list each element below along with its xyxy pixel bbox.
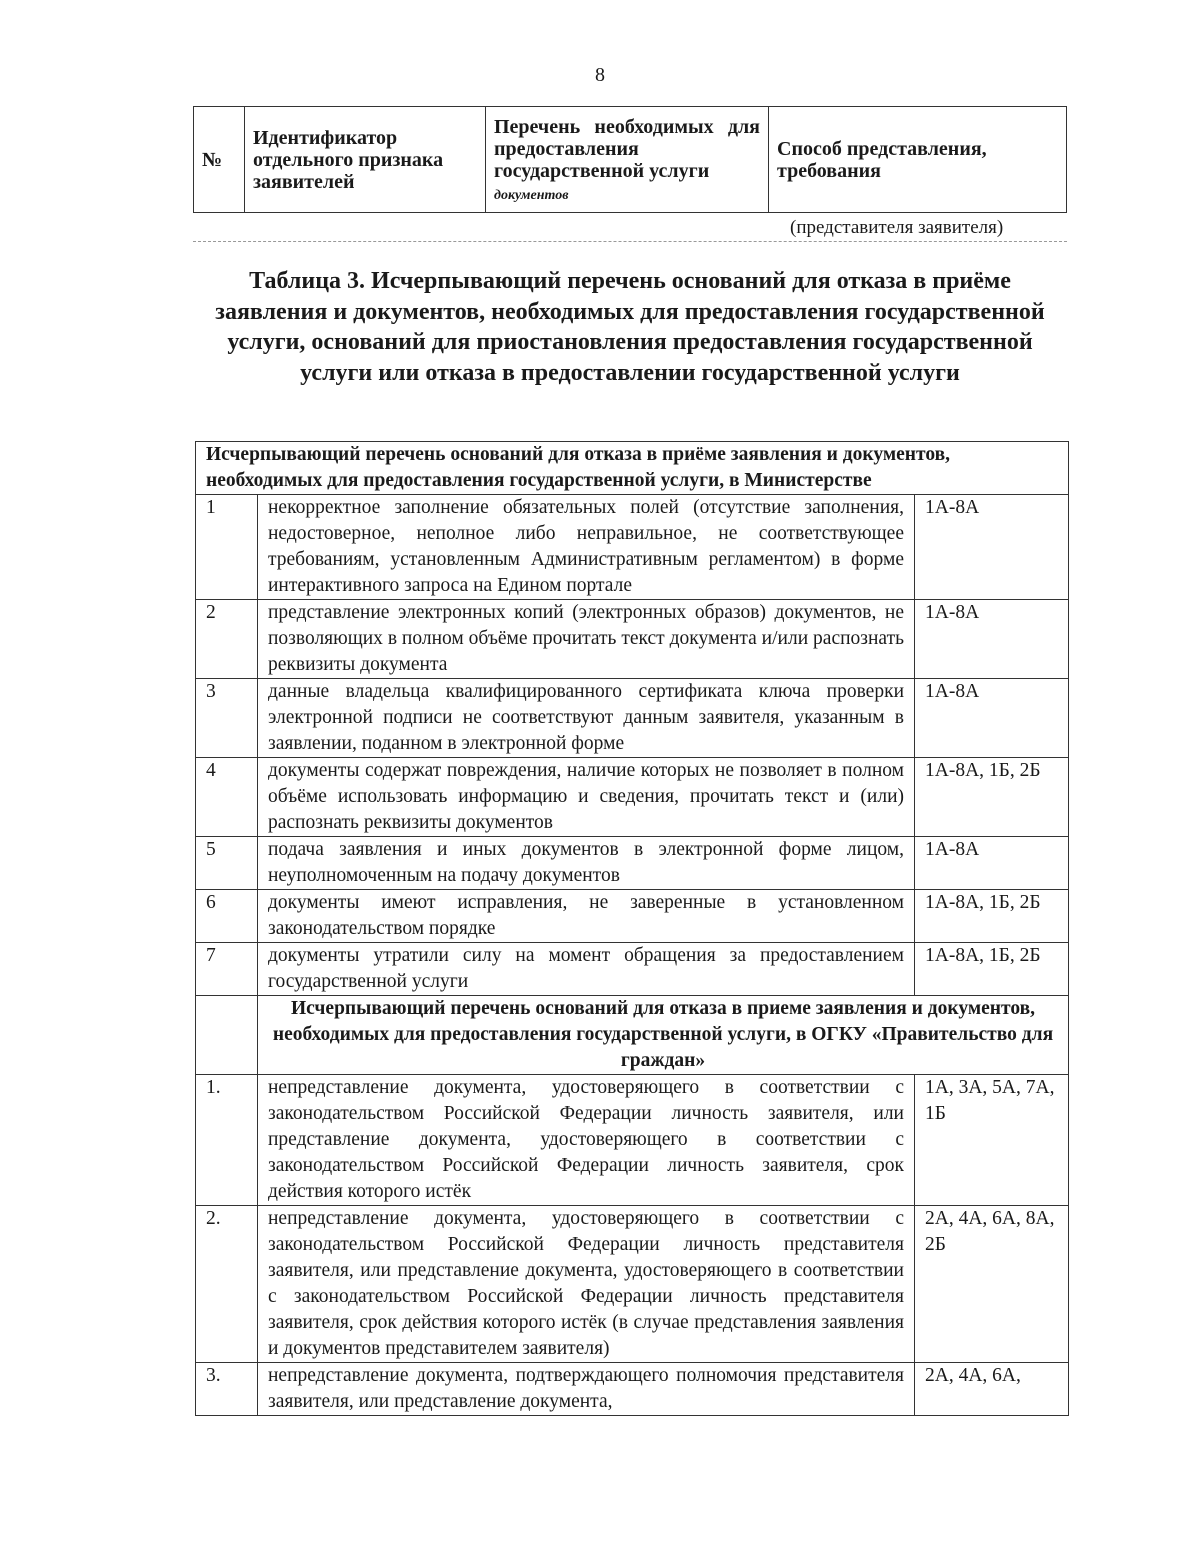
table-row (196, 600, 1069, 679)
row-codes: 1А-8А (915, 600, 1069, 679)
table-row (196, 1075, 1069, 1206)
row-number: 5 (196, 837, 258, 890)
header-col-documents (486, 107, 769, 213)
row-codes: 1А-8А, 1Б, 2Б (915, 758, 1069, 837)
row-number: 2. (196, 1206, 258, 1363)
row-number: 7 (196, 943, 258, 996)
section2-header: Исчерпывающий перечень оснований для отказа в приеме заявления и документов, необходимых для предоставления государственной услуги, в ОГКУ «Правительство для граждан» (258, 996, 1069, 1075)
table-row (196, 495, 1069, 600)
row-text: данные владельца квалифицированного сертификата ключа проверки электронной подписи не соответствуют данным заявителя, указанным в заявлении, поданном в электронной форме (258, 679, 915, 758)
row-text: некорректное заполнение обязательных полей (отсутствие заполнения, недостоверное, неполное либо неправильное, не соответствующее требованиям, установленным Административным регламентом) в форме интерактивного запроса на Едином портале (258, 495, 915, 600)
header-col-number: № (194, 107, 245, 213)
row-number: 1 (196, 495, 258, 600)
representative-note: (представителя заявителя) (790, 217, 1004, 238)
table-row (196, 679, 1069, 758)
row-text: непредставление документа, удостоверяющего в соответствии с законодательством Российской Федерации личность представителя заявителя, или представление документа, удостоверяющего в соответствии с законодательством Российской Федерации личность представителя заявителя, срок действия которого истёк (в случае представления заявления и документов представителем заявителя) (258, 1206, 915, 1363)
row-number: 3 (196, 679, 258, 758)
header-col-documents-main: Перечень необходимых для предоставления государственной услуги (494, 115, 760, 182)
table-row (196, 890, 1069, 943)
row-text: непредставление документа, подтверждающего полномочия представителя заявителя, или представление документа, (258, 1363, 915, 1416)
row-codes: 1А-8А (915, 837, 1069, 890)
section-header-row (196, 996, 1069, 1075)
table-row (196, 837, 1069, 890)
row-number: 6 (196, 890, 258, 943)
row-codes: 2А, 4А, 6А, (915, 1363, 1069, 1416)
header-col-method: Способ представления, требования (769, 107, 1067, 213)
table-title: Таблица 3. Исчерпывающий перечень оснований для отказа в приёме заявления и документов, необходимых для предоставления государственной услуги, оснований для приостановления предоставления государственной услуги или отказа в предоставлении государственной услуги (215, 268, 1045, 386)
row-number: 2 (196, 600, 258, 679)
row-codes: 1А, 3А, 5А, 7А, 1Б (915, 1075, 1069, 1206)
table-row (196, 1363, 1069, 1416)
header-table (193, 106, 1067, 213)
table-row (196, 943, 1069, 996)
row-codes: 1А-8А (915, 495, 1069, 600)
row-number: 4 (196, 758, 258, 837)
row-number: 3. (196, 1363, 258, 1416)
row-text: документы содержат повреждения, наличие которых не позволяет в полном объёме использовать информацию и сведения, прочитать текст и (или) распознать реквизиты документов (258, 758, 915, 837)
row-codes: 1А-8А, 1Б, 2Б (915, 890, 1069, 943)
header-col-identifier: Идентификатор отдельного признака заявителей (245, 107, 486, 213)
page-number: 8 (595, 64, 605, 86)
page-break-divider (193, 241, 1067, 242)
row-codes: 2А, 4А, 6А, 8А, 2Б (915, 1206, 1069, 1363)
table-row (196, 758, 1069, 837)
refusal-grounds-table (195, 441, 1069, 1416)
row-text: документы имеют исправления, не заверенные в установленном законодательством порядке (258, 890, 915, 943)
section2-header-spacer (196, 996, 258, 1075)
row-codes: 1А-8А (915, 679, 1069, 758)
row-text: документы утратили силу на момент обращения за предоставлением государственной услуги (258, 943, 915, 996)
row-text: непредставление документа, удостоверяющего в соответствии с законодательством Российской Федерации личность заявителя, или представление документа, удостоверяющего в соответствии с законодательством Российской Федерации личность заявителя, срок действия которого истёк (258, 1075, 915, 1206)
table-row (196, 1206, 1069, 1363)
header-col-documents-small: документов (494, 187, 569, 203)
section1-header: Исчерпывающий перечень оснований для отказа в приёме заявления и документов, необходимых для предоставления государственной услуги, в Министерстве (196, 442, 1069, 495)
row-text: представление электронных копий (электронных образов) документов, не позволяющих в полном объёме прочитать текст документа и/или распознать реквизиты документа (258, 600, 915, 679)
row-codes: 1А-8А, 1Б, 2Б (915, 943, 1069, 996)
section-header-row (196, 442, 1069, 495)
row-number: 1. (196, 1075, 258, 1206)
row-text: подача заявления и иных документов в электронной форме лицом, неуполномоченным на подачу документов (258, 837, 915, 890)
